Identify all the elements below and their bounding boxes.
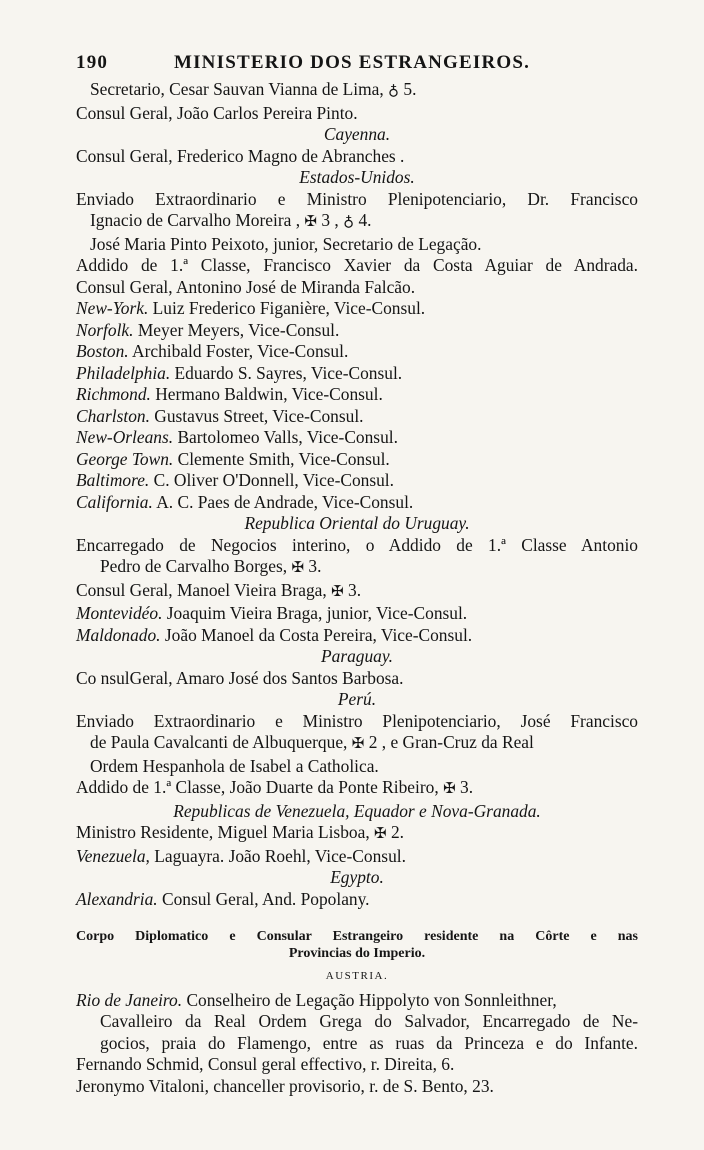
text-line: Cavalleiro da Real Ordem Grega do Salvador, Encarregado de Ne- [100, 1011, 638, 1031]
text-line: Enviado Extraordinario e Ministro Plenipotenciario, José Francisco [76, 710, 638, 731]
cross-icon: ✠ [331, 583, 344, 600]
section-heading: Estados-Unidos. [299, 167, 415, 187]
order-icon: ♁ [388, 83, 400, 99]
text-line: Montevidéo. Joaquim Vieira Braga, junior, Vice-Consul. [76, 603, 468, 623]
text-line: Consul Geral, Manoel Vieira Braga, ✠ 3. [76, 579, 362, 600]
text-line: de Paula Cavalcanti de Albuquerque, ✠ 2 , e Gran-Cruz da Real [90, 732, 534, 752]
text-line: Alexandria. Consul Geral, And. Popolany. [76, 888, 370, 909]
cross-icon: ✠ [443, 781, 456, 797]
order-icon: ♁ [343, 214, 355, 230]
text-line: Ordem Hespanhola de Isabel a Catholica. [90, 755, 379, 776]
text-line: Baltimore. C. Oliver O'Donnell, Vice-Consul. [76, 470, 394, 490]
text-line: Ignacio de Carvalho Moreira , ✠ 3 , ♁ 4. [90, 210, 372, 230]
text-line: Pedro de Carvalho Borges, ✠ 3. [100, 556, 322, 576]
section-heading: Perú. [337, 689, 377, 709]
cross-icon: ✠ [351, 736, 365, 752]
text-line: Secretario, Cesar Sauvan Vianna de Lima, ♁ 5. [90, 79, 417, 99]
running-title: MINISTERIO DOS ESTRANGEIROS. [173, 52, 531, 73]
page-number: 190 [76, 52, 109, 73]
text-line: Co nsulGeral, Amaro José dos Santos Barbosa. [76, 667, 404, 688]
text-line: Maldonado. João Manoel da Costa Pereira, Vice-Consul. [76, 624, 473, 645]
text-line: Venezuela, Laguayra. João Roehl, Vice-Consul. [76, 845, 406, 866]
text-line: Boston. Archibald Foster, Vice-Consul. [76, 341, 349, 361]
text-line: José Maria Pinto Peixoto, junior, Secretario de Legação. [90, 233, 482, 254]
page-body [76, 79, 638, 1097]
text-line: Rio de Janeiro. Conselheiro de Legação Hippolyto von Sonnleithner, [76, 989, 557, 1010]
country-heading: AUSTRIA. [325, 970, 389, 982]
section-heading: Republicas de Venezuela, Equador e Nova-Granada. [173, 800, 541, 821]
text-line: Consul Geral, João Carlos Pereira Pinto. [76, 102, 358, 123]
text-line: Richmond. Hermano Baldwin, Vice-Consul. [76, 384, 383, 404]
text-line: Encarregado de Negocios interino, o Addido de 1.ª Classe Antonio [76, 534, 638, 555]
text-line: Philadelphia. Eduardo S. Sayres, Vice-Consul. [76, 362, 403, 383]
section-heading: Egypto. [330, 867, 384, 887]
text-line: George Town. Clemente Smith, Vice-Consul. [76, 448, 390, 469]
section-heading: Paraguay. [321, 646, 393, 666]
section-heading: Cayenna. [323, 124, 391, 144]
text-line: Consul Geral, Antonino José de Miranda Falcão. [76, 276, 416, 297]
text-line: New-York. Luiz Frederico Figanière, Vice-Consul. [76, 298, 426, 318]
text-line: Consul Geral, Frederico Magno de Abranches . [76, 145, 405, 166]
text-line: Jeronymo Vitaloni, chanceller provisorio, r. de S. Bento, 23. [76, 1075, 494, 1096]
text-line: Fernando Schmid, Consul geral effectivo, r. Direita, 6. [76, 1054, 455, 1074]
text-line: Addido de 1.ª Classe, João Duarte da Ponte Ribeiro, ✠ 3. [76, 777, 474, 797]
cross-icon: ✠ [374, 826, 387, 842]
text-line: California. A. C. Paes de Andrade, Vice-Consul. [76, 491, 414, 512]
text-line: Charlston. Gustavus Street, Vice-Consul. [76, 405, 364, 426]
text-line: Enviado Extraordinario e Ministro Plenipotenciario, Dr. Francisco [76, 188, 638, 209]
cross-icon: ✠ [291, 560, 305, 576]
page-header [76, 52, 636, 74]
text-line: New-Orleans. Bartolomeo Valls, Vice-Consul. [76, 427, 398, 447]
section-title: Corpo Diplomatico e Consular Estrangeiro residente na Côrte e nas Provincias do Imperio. [76, 929, 638, 961]
text-line: Ministro Residente, Miguel Maria Lisboa, ✠ 2. [76, 822, 405, 842]
text-line: gocios, praia do Flamengo, entre as ruas da Princeza e do Infante. [100, 1032, 638, 1053]
text-line: Norfolk. Meyer Meyers, Vice-Consul. [76, 319, 340, 340]
text-line: Addido de 1.ª Classe, Francisco Xavier da Costa Aguiar de Andrada. [76, 255, 638, 275]
cross-icon: ✠ [304, 214, 317, 230]
section-heading: Republica Oriental do Uruguay. [244, 513, 470, 533]
